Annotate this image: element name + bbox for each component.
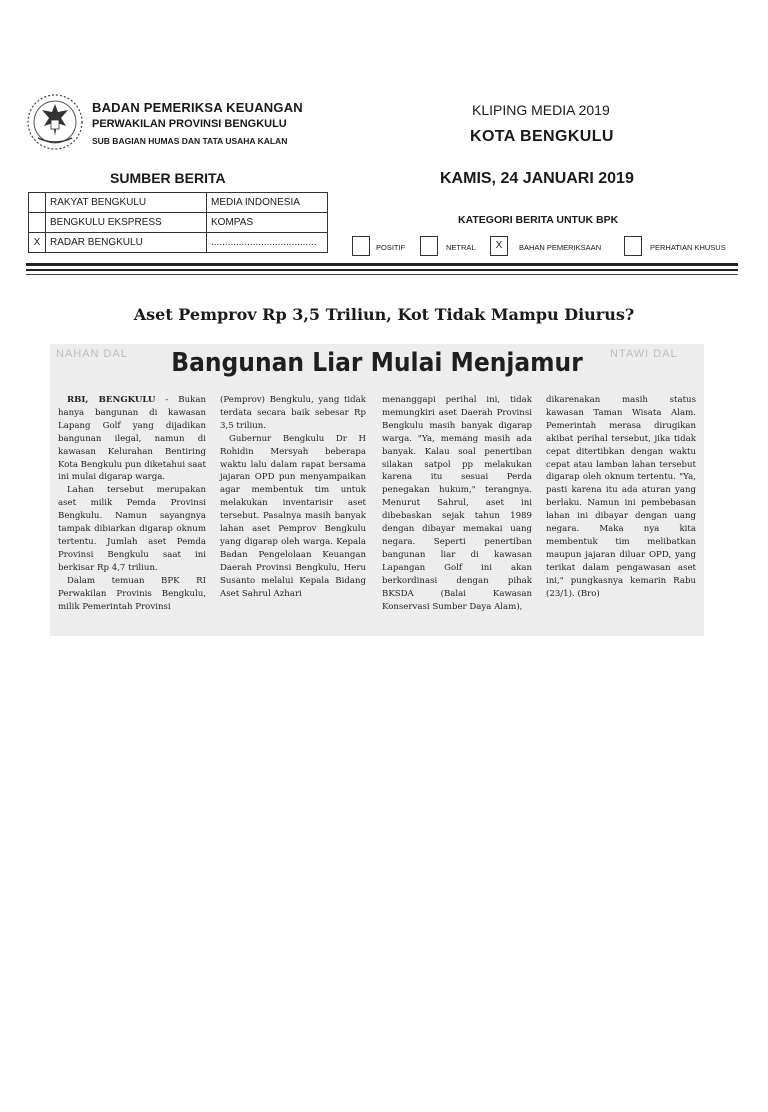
ghost-text: NAHAN DAL <box>56 348 128 360</box>
paragraph: (Pemprov) Bengkulu, yang tidak terdata secara baik sebesar Rp 3,5 triliun. <box>220 395 366 431</box>
source-name: RADAR BENGKULU <box>46 233 207 253</box>
city-title: KOTA BENGKULU <box>470 128 614 145</box>
source-row <box>29 193 328 213</box>
kliping-title: KLIPING MEDIA 2019 <box>472 102 610 118</box>
category-checkbox-netral <box>420 236 438 256</box>
source-name: MEDIA INDONESIA <box>207 193 328 213</box>
category-checkbox-positif <box>352 236 370 256</box>
divider <box>26 269 738 271</box>
paragraph: Lahan tersebut merupakan aset milik Pemda Provinsi Bengkulu. Namun sayangnya tampak dibiarkan digarap oknum tertentu. Jumlah aset Pemda Provinsi Bengkulu saat ini berkisar Rp 4,7 triliun. <box>58 485 206 573</box>
source-mark <box>29 213 46 233</box>
source-title: SUMBER BERITA <box>110 170 226 186</box>
paragraph: Dalam temuan BPK RI Perwakilan Provinis Bengkulu, milik Pemerintah Provinsi <box>58 575 206 612</box>
org-branch: PERWAKILAN PROVINSI BENGKULU <box>92 118 287 130</box>
divider <box>26 274 738 275</box>
org-division: SUB BAGIAN HUMAS DAN TATA USAHA KALAN <box>92 136 288 146</box>
source-name: KOMPAS <box>207 213 328 233</box>
org-name: BADAN PEMERIKSA KEUANGAN <box>92 100 303 115</box>
source-name: BENGKULU EKSPRESS <box>46 213 207 233</box>
news-clipping <box>50 344 704 636</box>
source-row <box>29 213 328 233</box>
article-column-1 <box>58 394 206 613</box>
dateline: RBI, BENGKULU <box>67 395 156 405</box>
category-label: PERHATIAN KHUSUS <box>650 243 726 252</box>
date-title: KAMIS, 24 JANUARI 2019 <box>440 170 634 187</box>
source-mark: X <box>29 233 46 253</box>
category-label: BAHAN PEMERIKSAAN <box>519 243 602 252</box>
source-name: RAKYAT BENGKULU <box>46 193 207 213</box>
category-checkbox-perhatian-khusus <box>624 236 642 256</box>
article-headline: Aset Pemprov Rp 3,5 Triliun, Kot Tidak Mampu Diurus? <box>133 305 635 324</box>
category-label: NETRAL <box>446 243 476 252</box>
paragraph: Gubernur Bengkulu Dr H Rohidin Mersyah beberapa waktu lalu dalam rapat bersama jajaran OPD pun menyampaikan agar membentuk tim untuk melakukan inventarisir aset tersebut. Pasalnya masih banyak lahan aset Pemprov Bengkulu yang digarap oleh warga. Kepala Badan Pengelolaan Keuangan Daerah Provinsi Bengkulu, Heru Susanto melalui Kepala Bidang Aset Sahrul Azhari <box>220 433 366 599</box>
category-title: KATEGORI BERITA UNTUK BPK <box>458 214 619 226</box>
source-mark <box>29 193 46 213</box>
category-label: POSITIF <box>376 243 406 252</box>
bpk-emblem-logo <box>24 92 86 152</box>
paragraph: menanggapi perihal ini, tidak memungkiri aset Daerah Provinsi Bengkulu masih banyak digarap warga. "Ya, memang masih ada banyak. Kalau soal penertiban silakan satpol pp melakukan karena itu sesuai Perda penegakan hukum," terangnya. Menurut Sahrul, aset ini dibebaskan sejak tahun 1989 dengan dibayar memakai uang negara. Seperti penertiban bangunan liar di kawasan Lapangan Golf ini akan berkordinasi dengan pihak BKSDA (Balai Kawasan Konservasi Sumber Daya Alam), <box>382 395 532 612</box>
paragraph: - Bukan hanya bangunan di kawasan Lapang Golf yang dijadikan bangunan ilegal, namun di kawasan Kelurahan Bentiring Kota Bengkulu pun diketahui saat ini mulai digarap warga. <box>58 395 206 483</box>
source-name: ...................................... <box>207 233 328 253</box>
paragraph: dikarenakan masih status kawasan Taman Wisata Alam. Pemerintah merasa dirugikan akibat perihal tersebut, jika tidak cepat ditertibkan dengan waktu cepat atau lamban lahan tersebut digarap oleh oknum tertentu. "Ya, pasti karena itu ada aturan yang berlaku. Namun ini pembebasan lahan ini dibayar dengan uang negara. Maka nya kita membentuk tim melibatkan maupun jajaran diluar OPD, yang terikat dalam pengawasan aset ini," pungkasnya kemarin Rabu (23/1). (Bro) <box>546 395 696 599</box>
category-checkbox-bahan-pemeriksaan: X <box>490 236 508 256</box>
article-column-3 <box>382 394 532 613</box>
source-table <box>28 192 328 253</box>
article-column-4 <box>546 394 696 601</box>
divider <box>26 263 738 266</box>
source-row <box>29 233 328 253</box>
article-subhead: Bangunan Liar Mulai Menjamur <box>171 348 583 378</box>
ghost-text: NTAWI DAL <box>610 348 678 360</box>
article-column-2 <box>220 394 366 601</box>
